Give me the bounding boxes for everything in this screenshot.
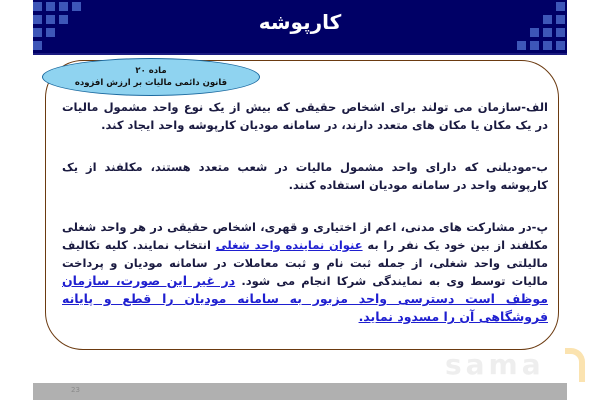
decor-square <box>530 41 539 50</box>
representative-link[interactable]: عنوان نماینده واحد شغلی <box>215 238 363 252</box>
decor-square <box>33 41 42 50</box>
penalty-link[interactable]: در غیر این صورت، سازمان موظف است دسترسی واحد مزبور به سامانه مودیان را قطع و پایانه فروشگاهی آن را مسدود نماید. <box>62 273 548 324</box>
article-badge <box>42 58 260 96</box>
decor-square <box>517 41 526 50</box>
paragraph-be: ب-مودیلنی که دارای واحد مشمول مالیات در شعب متعدد هستند، مکلفند از یک کارپوشه واحد در سامانه مودیان استفاده کنند. <box>62 160 548 192</box>
title-banner <box>33 0 567 55</box>
watermark-logo-icon <box>565 348 585 382</box>
paragraph-pe-text-1: پ-در مشارکت های مدنی، اعم از اختیاری و قهری، اشخاص حقیقی در هر واحد شغلی مکلفند از بین خود یک نفر را به <box>62 220 549 252</box>
paragraph-pe-text-2: انتخاب نمایند. کلیه تکالیف مالیلتی واحد شغلی، از جمله ثبت نام و ثبت معاملات در سامانه مودیان و پرداخت مالیات توسط وی به نمایندگی شرکا انجام می شود. <box>62 238 548 288</box>
slide-title: کارپوشه <box>258 10 342 34</box>
page-number: 23 <box>71 386 80 394</box>
decor-square <box>556 41 565 50</box>
decor-square <box>543 41 552 50</box>
watermark-text: sama <box>445 348 545 381</box>
footer-bar <box>33 383 567 400</box>
paragraph-pe <box>62 218 548 326</box>
article-number: ماده ۲۰ <box>135 66 167 76</box>
law-name: قانون دائمی مالیات بر ارزش افزوده <box>74 78 228 88</box>
paragraph-alef: الف-سازمان می تولند برای اشخاص حقیقی که بیش از یک نوع واحد مشمول مالیات در یک مکان یا مکان های متعدد دارند، در سامانه مودیان کارپوشه واحد ایجاد کند. <box>62 100 548 132</box>
